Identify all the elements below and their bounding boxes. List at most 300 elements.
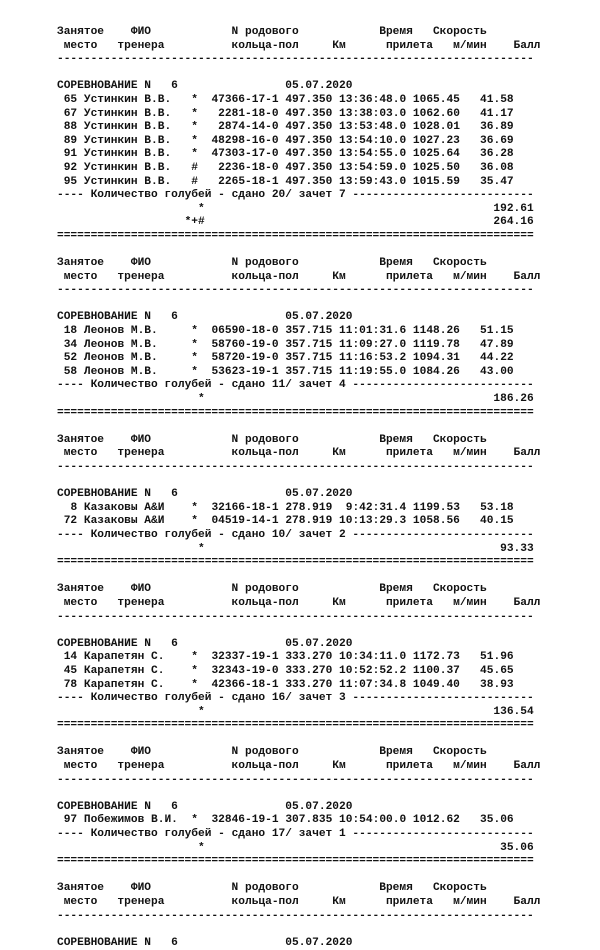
- dash-suffix: ---------------------------: [345, 189, 534, 202]
- arrival-time: 13:54:59.0: [339, 161, 407, 174]
- blank-line: [0, 624, 600, 638]
- spacer: [77, 679, 84, 691]
- speed-value: 1084.26: [412, 365, 460, 378]
- dash-suffix: ---------------------------: [345, 692, 534, 705]
- spacer: [406, 176, 413, 188]
- column-header-line-1: Занятое ФИО N родового Время Скорость: [57, 746, 487, 759]
- spacer: [205, 203, 494, 215]
- total-value: 186.26: [493, 393, 534, 406]
- dash-rule: -----------------------------------------------------------------------: [57, 284, 534, 297]
- score-value: 38.93: [480, 678, 514, 691]
- spacer: [77, 325, 84, 337]
- summary-line: [0, 379, 600, 393]
- spacer: [460, 665, 480, 677]
- results-document: [0, 26, 600, 950]
- dash-rule: -----------------------------------------------------------------------: [57, 53, 534, 66]
- ring-number: 32846-19-1: [211, 814, 279, 827]
- total-mark: *: [198, 705, 205, 718]
- result-mark: *: [191, 338, 199, 351]
- spacer: [460, 339, 480, 351]
- trainer-name: Устинкин В.В.: [83, 175, 192, 188]
- trainer-name: Леонов М.В.: [83, 325, 192, 338]
- blank-line: [0, 570, 600, 584]
- place-number: 18: [63, 325, 78, 338]
- competition-line: [0, 488, 600, 502]
- distance-km: 333.270: [285, 678, 333, 691]
- summary-line: [0, 529, 600, 543]
- spacer: [198, 121, 218, 133]
- arrival-time: 13:36:48.0: [339, 93, 407, 106]
- trainer-name: Казаковы А&И: [83, 501, 192, 514]
- trainer-name: Устинкин В.В.: [83, 121, 192, 134]
- spacer: [406, 515, 413, 527]
- trainer-name: Побежимов В.И.: [83, 814, 192, 827]
- spacer: [460, 651, 480, 663]
- blank-line: [0, 475, 600, 489]
- summary-line: [0, 189, 600, 203]
- trainer-name: Леонов М.В.: [83, 338, 192, 351]
- total-mark: *: [198, 202, 205, 215]
- distance-km: 497.350: [285, 175, 333, 188]
- result-row: [0, 366, 600, 380]
- result-mark: *: [191, 121, 199, 134]
- spacer: [205, 216, 494, 228]
- result-mark: *: [191, 664, 199, 677]
- arrival-time: 9:42:31.4: [345, 501, 407, 514]
- score-value: 53.18: [480, 501, 514, 514]
- score-value: 51.96: [480, 651, 514, 664]
- dash-suffix: ---------------------------: [345, 379, 534, 392]
- equals-rule: =======================================================================: [57, 406, 534, 419]
- score-value: 36.28: [480, 148, 514, 161]
- spacer: [178, 488, 285, 500]
- result-mark: *: [191, 352, 199, 365]
- distance-km: 497.350: [285, 134, 333, 147]
- result-row: [0, 176, 600, 190]
- result-row: [0, 665, 600, 679]
- arrival-time: 13:54:10.0: [339, 134, 407, 147]
- spacer: [198, 515, 211, 527]
- spacer: [57, 515, 64, 527]
- equals-rule: =======================================================================: [57, 556, 534, 569]
- result-row: [0, 121, 600, 135]
- spacer: [57, 366, 64, 378]
- spacer: [460, 325, 480, 337]
- spacer: [198, 176, 218, 188]
- place-number: 92: [63, 161, 78, 174]
- spacer: [406, 135, 413, 147]
- speed-value: 1100.37: [412, 664, 460, 677]
- spacer: [77, 135, 84, 147]
- total-line: [0, 842, 600, 856]
- spacer: [77, 665, 84, 677]
- speed-value: 1015.59: [412, 175, 460, 188]
- ring-number: 04519-14-1: [211, 515, 279, 528]
- spacer: [57, 393, 198, 405]
- spacer: [57, 814, 64, 826]
- place-number: 72: [63, 515, 78, 528]
- competition-date: 05.07.2020: [285, 311, 353, 324]
- ring-number: 2236-18-0: [218, 161, 279, 174]
- blank-line: [0, 244, 600, 258]
- spacer: [57, 121, 64, 133]
- ring-number: 32166-18-1: [211, 501, 279, 514]
- place-number: 91: [63, 148, 78, 161]
- speed-value: 1012.62: [412, 814, 460, 827]
- spacer: [198, 135, 211, 147]
- ring-number: 47303-17-0: [211, 148, 279, 161]
- result-row: [0, 679, 600, 693]
- arrival-time: 13:54:55.0: [339, 148, 407, 161]
- spacer: [460, 679, 480, 691]
- arrival-time: 10:13:29.3: [339, 515, 407, 528]
- competition-title: СОРЕВНОВАНИЕ N 6: [57, 637, 178, 650]
- spacer: [198, 148, 211, 160]
- competition-title: СОРЕВНОВАНИЕ N 6: [57, 936, 178, 949]
- spacer: [77, 366, 84, 378]
- ring-number: 32343-19-0: [211, 664, 279, 677]
- spacer: [57, 162, 64, 174]
- competition-title: СОРЕВНОВАНИЕ N 6: [57, 800, 178, 813]
- summary-text: Количество голубей - сдано 10/ зачет 2: [90, 528, 346, 541]
- spacer: [178, 801, 285, 813]
- ring-number: 32337-19-1: [211, 651, 279, 664]
- total-mark: *: [198, 841, 205, 854]
- total-mark: *: [198, 542, 205, 555]
- spacer: [460, 162, 480, 174]
- competition-date: 05.07.2020: [285, 637, 353, 650]
- spacer: [460, 121, 480, 133]
- trainer-name: Устинкин В.В.: [83, 107, 192, 120]
- spacer: [77, 339, 84, 351]
- arrival-time: 13:38:03.0: [339, 107, 407, 120]
- arrival-time: 13:53:48.0: [339, 121, 407, 134]
- column-header-line-1: Занятое ФИО N родового Время Скорость: [57, 583, 487, 596]
- column-header-line-1: Занятое ФИО N родового Время Скорость: [57, 26, 487, 38]
- arrival-time: 11:16:53.2: [339, 352, 407, 365]
- spacer: [406, 352, 413, 364]
- arrival-time: 10:54:00.0: [339, 814, 407, 827]
- score-value: 36.89: [480, 121, 514, 134]
- place-number: 78: [63, 678, 78, 691]
- spacer: [198, 325, 211, 337]
- total-line: [0, 706, 600, 720]
- competition-date: 05.07.2020: [285, 488, 353, 501]
- ring-number: 06590-18-0: [211, 325, 279, 338]
- ring-number: 53623-19-1: [211, 365, 279, 378]
- blank-line: [0, 787, 600, 801]
- total-mark: *+#: [184, 216, 205, 229]
- score-value: 41.17: [480, 107, 514, 120]
- spacer: [57, 679, 64, 691]
- blank-line: [0, 869, 600, 883]
- score-value: 44.22: [480, 352, 514, 365]
- spacer: [406, 162, 413, 174]
- ring-number: 58760-19-0: [211, 338, 279, 351]
- spacer: [406, 366, 413, 378]
- distance-km: 497.350: [285, 93, 333, 106]
- result-mark: *: [191, 148, 199, 161]
- spacer: [178, 638, 285, 650]
- distance-km: 357.715: [285, 338, 333, 351]
- result-row: [0, 339, 600, 353]
- result-mark: *: [191, 107, 199, 120]
- competition-title: СОРЕВНОВАНИЕ N 6: [57, 488, 178, 501]
- spacer: [460, 176, 480, 188]
- ring-number: 48298-16-0: [211, 134, 279, 147]
- blank-line: [0, 298, 600, 312]
- distance-km: 497.350: [285, 161, 333, 174]
- result-mark: *: [191, 515, 199, 528]
- trainer-name: Устинкин В.В.: [83, 93, 192, 106]
- trainer-name: Устинкин В.В.: [83, 134, 192, 147]
- column-header-line-1: Занятое ФИО N родового Время Скорость: [57, 882, 487, 895]
- result-row: [0, 502, 600, 516]
- dash-rule: -----------------------------------------------------------------------: [57, 773, 534, 786]
- dash-rule: -----------------------------------------------------------------------: [57, 610, 534, 623]
- distance-km: 278.919: [285, 515, 333, 528]
- place-number: 67: [63, 107, 78, 120]
- result-mark: *: [191, 325, 199, 338]
- spacer: [178, 311, 285, 323]
- result-row: [0, 108, 600, 122]
- place-number: 45: [63, 664, 78, 677]
- competition-line: [0, 801, 600, 815]
- summary-text: Количество голубей - сдано 11/ зачет 4: [90, 379, 346, 392]
- speed-value: 1028.01: [412, 121, 460, 134]
- blank-line: [0, 923, 600, 937]
- result-mark: *: [191, 365, 199, 378]
- summary-text: Количество голубей - сдано 16/ зачет 3: [90, 692, 346, 705]
- result-row: [0, 162, 600, 176]
- blank-line: [0, 67, 600, 81]
- result-row: [0, 135, 600, 149]
- column-header-line-1: Занятое ФИО N родового Время Скорость: [57, 433, 487, 446]
- spacer: [406, 339, 413, 351]
- spacer: [77, 162, 84, 174]
- spacer: [460, 148, 480, 160]
- competition-title: СОРЕВНОВАНИЕ N 6: [57, 311, 178, 324]
- spacer: [57, 148, 64, 160]
- distance-km: 333.270: [285, 664, 333, 677]
- equals-rule: =======================================================================: [57, 719, 534, 732]
- speed-value: 1058.56: [412, 515, 460, 528]
- place-number: 65: [63, 93, 78, 106]
- competition-date: 05.07.2020: [285, 936, 353, 949]
- score-value: 35.06: [480, 814, 514, 827]
- trainer-name: Устинкин В.В.: [83, 161, 192, 174]
- trainer-name: Карапетян С.: [83, 678, 192, 691]
- total-value: 192.61: [493, 202, 534, 215]
- arrival-time: 11:19:55.0: [339, 365, 407, 378]
- spacer: [460, 515, 480, 527]
- blank-line: [0, 733, 600, 747]
- competition-line: [0, 311, 600, 325]
- blank-line: [0, 420, 600, 434]
- spacer: [57, 203, 198, 215]
- ring-number: 58720-19-0: [211, 352, 279, 365]
- spacer: [460, 814, 480, 826]
- equals-rule: =======================================================================: [57, 855, 534, 868]
- spacer: [198, 94, 211, 106]
- place-number: 14: [63, 651, 78, 664]
- distance-km: 307.835: [285, 814, 333, 827]
- speed-value: 1094.31: [412, 352, 460, 365]
- summary-text: Количество голубей - сдано 17/ зачет 1: [90, 828, 346, 841]
- spacer: [406, 148, 413, 160]
- ring-number: 47366-17-1: [211, 93, 279, 106]
- distance-km: 497.350: [285, 107, 333, 120]
- trainer-name: Карапетян С.: [83, 651, 192, 664]
- total-value: 35.06: [500, 841, 534, 854]
- spacer: [198, 502, 211, 514]
- competition-line: [0, 937, 600, 950]
- spacer: [198, 108, 218, 120]
- spacer: [77, 515, 84, 527]
- distance-km: 278.919: [285, 501, 333, 514]
- column-header-line-2: место тренера кольца-пол Км прилета м/мин Балл: [57, 39, 541, 52]
- result-mark: *: [191, 134, 199, 147]
- dash-suffix: ---------------------------: [345, 528, 534, 541]
- score-value: 45.65: [480, 664, 514, 677]
- total-value: 136.54: [493, 705, 534, 718]
- result-row: [0, 352, 600, 366]
- speed-value: 1148.26: [412, 325, 460, 338]
- distance-km: 333.270: [285, 651, 333, 664]
- arrival-time: 10:34:11.0: [339, 651, 407, 664]
- dash-suffix: ---------------------------: [345, 828, 534, 841]
- result-mark: *: [191, 678, 199, 691]
- result-mark: *: [191, 814, 199, 827]
- spacer: [77, 148, 84, 160]
- score-value: 36.69: [480, 134, 514, 147]
- dash-prefix: ----: [57, 379, 91, 392]
- spacer: [460, 94, 480, 106]
- dash-prefix: ----: [57, 828, 91, 841]
- spacer: [57, 135, 64, 147]
- spacer: [57, 665, 64, 677]
- ring-number: 2874-14-0: [218, 121, 279, 134]
- spacer: [406, 665, 413, 677]
- spacer: [57, 651, 64, 663]
- spacer: [57, 216, 185, 228]
- arrival-time: 11:01:31.6: [339, 325, 407, 338]
- summary-line: [0, 692, 600, 706]
- spacer: [77, 502, 84, 514]
- summary-text: Количество голубей - сдано 20/ зачет 7: [90, 189, 346, 202]
- score-value: 41.58: [480, 93, 514, 106]
- spacer: [406, 679, 413, 691]
- ring-number: 2281-18-0: [218, 107, 279, 120]
- spacer: [460, 135, 480, 147]
- trainer-name: Карапетян С.: [83, 664, 192, 677]
- spacer: [205, 706, 494, 718]
- spacer: [205, 543, 500, 555]
- spacer: [77, 176, 84, 188]
- score-value: 51.15: [480, 325, 514, 338]
- spacer: [77, 108, 84, 120]
- distance-km: 357.715: [285, 325, 333, 338]
- speed-value: 1025.50: [412, 161, 460, 174]
- spacer: [57, 352, 64, 364]
- spacer: [406, 94, 413, 106]
- result-mark: *: [191, 651, 199, 664]
- spacer: [77, 94, 84, 106]
- spacer: [198, 339, 211, 351]
- speed-value: 1049.40: [412, 678, 460, 691]
- spacer: [77, 814, 84, 826]
- result-row: [0, 94, 600, 108]
- column-header-line-1: Занятое ФИО N родового Время Скорость: [57, 257, 487, 270]
- total-value: 93.33: [500, 542, 534, 555]
- place-number: 58: [63, 365, 78, 378]
- result-mark: #: [191, 161, 199, 174]
- distance-km: 497.350: [285, 121, 333, 134]
- place-number: 89: [63, 134, 78, 147]
- score-value: 47.89: [480, 338, 514, 351]
- spacer: [406, 325, 413, 337]
- arrival-time: 11:07:34.8: [339, 678, 407, 691]
- spacer: [57, 543, 198, 555]
- total-line: [0, 543, 600, 557]
- speed-value: 1199.53: [412, 501, 460, 514]
- spacer: [406, 814, 413, 826]
- dash-prefix: ----: [57, 528, 91, 541]
- place-number: 34: [63, 338, 78, 351]
- competition-title: СОРЕВНОВАНИЕ N 6: [57, 80, 178, 93]
- dash-rule: -----------------------------------------------------------------------: [57, 909, 534, 922]
- trainer-name: Леонов М.В.: [83, 365, 192, 378]
- column-header-line-2: место тренера кольца-пол Км прилета м/мин Балл: [57, 896, 541, 908]
- spacer: [460, 366, 480, 378]
- trainer-name: Казаковы А&И: [83, 515, 192, 528]
- place-number: 52: [63, 352, 78, 365]
- score-value: 35.47: [480, 175, 514, 188]
- score-value: 40.15: [480, 515, 514, 528]
- speed-value: 1119.78: [412, 338, 460, 351]
- summary-line: [0, 828, 600, 842]
- spacer: [460, 352, 480, 364]
- spacer: [332, 502, 345, 514]
- spacer: [57, 502, 70, 514]
- spacer: [406, 651, 413, 663]
- spacer: [178, 937, 285, 949]
- total-line: [0, 216, 600, 230]
- equals-rule: =======================================================================: [57, 229, 534, 242]
- spacer: [198, 162, 218, 174]
- result-row: [0, 515, 600, 529]
- place-number: 95: [63, 175, 78, 188]
- arrival-time: 10:52:52.2: [339, 664, 407, 677]
- competition-line: [0, 638, 600, 652]
- arrival-time: 13:59:43.0: [339, 175, 407, 188]
- distance-km: 497.350: [285, 148, 333, 161]
- total-line: [0, 393, 600, 407]
- spacer: [406, 121, 413, 133]
- spacer: [77, 352, 84, 364]
- ring-number: 2265-18-1: [218, 175, 279, 188]
- spacer: [178, 80, 285, 92]
- trainer-name: Устинкин В.В.: [83, 148, 192, 161]
- spacer: [57, 176, 64, 188]
- arrival-time: 11:09:27.0: [339, 338, 407, 351]
- spacer: [57, 339, 64, 351]
- spacer: [460, 108, 480, 120]
- place-number: 88: [63, 121, 78, 134]
- total-mark: *: [198, 393, 205, 406]
- column-header-line-2: место тренера кольца-пол Км прилета м/мин Балл: [57, 760, 541, 773]
- result-mark: *: [191, 501, 199, 514]
